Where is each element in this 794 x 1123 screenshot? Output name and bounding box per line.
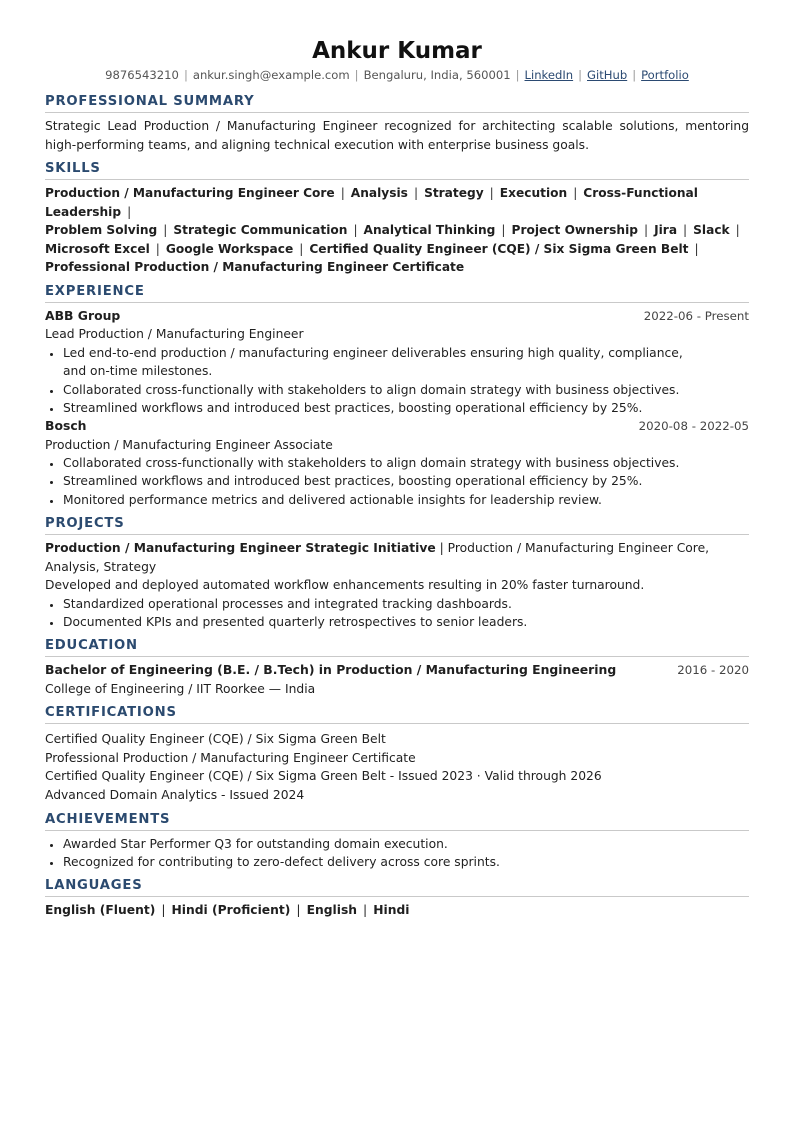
skill-item: Professional Production / Manufacturing Engineer Certificate [45,260,465,275]
skill-item: Strategic Communication [173,223,348,238]
contact-line [45,67,749,84]
github-link[interactable]: GitHub [587,68,628,82]
skill-item: Analysis [350,186,408,200]
company-name: Bosch [45,418,87,434]
separator: | [632,68,637,82]
certification-item: Certified Quality Engineer (CQE) / Six Sigma Green Belt - Issued 2023 · Valid through 2026 [45,769,602,784]
separator: | [183,68,188,82]
separator: | [515,68,520,82]
section-title-achievements: ACHIEVEMENTS [45,811,749,831]
education-dates: 2016 - 2020 [677,663,749,678]
certification-item: Certified Quality Engineer (CQE) / Six Sigma Green Belt [45,732,386,747]
job-title: Production / Manufacturing Engineer Associate [45,437,333,452]
language-item: English (Fluent) [45,903,156,918]
skill-item: Slack [693,223,730,238]
skill-item: Strategy [424,186,484,200]
certification-item: Advanced Domain Analytics - Issued 2024 [45,787,305,802]
job-title: Lead Production / Manufacturing Engineer [45,327,304,342]
list-item: • Collaborated cross-functionally with stakeholders to align domain strategy with business objectives. [63,381,749,399]
phone-number: 9876543210 [105,68,179,82]
skills-list: Production / Manufacturing Engineer Core | Analysis | Strategy | Execution | Cross-Functional Leadership | Problem Solving | Strategic Communication | Analytical Thinking | Project Ownership | Jira | Slack | Microsoft Excel | Google Workspace | Certified Quality Engineer (CQE) / Six Sigma Green Belt | Professional Production / Manufacturing Engineer Certificate [45,186,740,275]
candidate-name: Ankur Kumar [312,38,482,64]
list-item: • Recognized for contributing to zero-defect delivery across core sprints. [63,853,749,871]
section-title-education: EDUCATION [45,637,749,657]
section-title-skills: SKILLS [45,160,749,180]
school-name: College of Engineering / IIT Roorkee — India [45,681,316,696]
skill-item: Cross-Functional Leadership [45,186,698,219]
list-item: • Streamlined workflows and introduced best practices, boosting operational efficiency by 25%. [63,472,749,490]
project-bullets [45,595,749,632]
section-title-certifications: CERTIFICATIONS [45,704,749,724]
skill-item: Production / Manufacturing Engineer Core [45,186,335,200]
degree-name: Bachelor of Engineering (B.E. / B.Tech) in Production / Manufacturing Engineering [45,662,617,678]
project-heading [45,539,749,576]
location: Bengaluru, India, 560001 [363,68,511,82]
language-item: English [306,903,358,918]
education-entry [45,661,749,698]
experience-bullets [45,454,749,509]
project-entry [45,539,749,631]
skill-item: Jira [654,223,678,238]
section-title-experience: EXPERIENCE [45,283,749,303]
employment-dates: 2020-08 - 2022-05 [638,419,749,434]
employment-dates: 2022-06 - Present [643,308,749,323]
experience-entry [45,417,749,509]
email-address: ankur.singh@example.com [192,68,350,82]
experience-bullets [45,344,749,417]
skill-item: Problem Solving [45,223,158,238]
project-name: Production / Manufacturing Engineer Strategic Initiative [45,541,436,556]
skill-item: Google Workspace [165,241,294,256]
section-title-projects: PROJECTS [45,515,749,535]
list-item: • Awarded Star Performer Q3 for outstanding domain execution. [63,835,749,853]
project-description: Developed and deployed automated workflow enhancements resulting in 20% faster turnaround. [45,578,645,593]
summary-text: Strategic Lead Production / Manufacturing Engineer recognized for architecting scalable solutions, mentoring high-performing teams, and aligning technical execution with enterprise business goals. [45,119,749,152]
linkedin-link[interactable]: LinkedIn [524,68,574,82]
experience-entry [45,307,749,417]
skill-item: Execution [499,186,568,200]
skill-item: Microsoft Excel [45,241,150,256]
language-item: Hindi (Proficient) [171,903,291,918]
resume-page [45,36,749,920]
list-item: • Collaborated cross-functionally with stakeholders to align domain strategy with business objectives. [63,454,749,472]
list-item: • Documented KPIs and presented quarterly retrospectives to senior leaders. [63,613,749,631]
list-item: • Monitored performance metrics and delivered actionable insights for leadership review. [63,491,749,509]
skill-item: Project Ownership [511,223,638,238]
languages-list: English (Fluent) | Hindi (Proficient) | English | Hindi [45,903,410,918]
certification-item: Professional Production / Manufacturing Engineer Certificate [45,750,416,765]
list-item: • Led end-to-end production / manufacturing engineer deliverables ensuring high quality, compliance, and on-time milestones. [63,344,749,381]
achievements-list [45,835,749,872]
section-title-summary: PROFESSIONAL SUMMARY [45,93,749,113]
certifications-list [45,730,749,804]
list-item: • Standardized operational processes and integrated tracking dashboards. [63,595,749,613]
separator: | [354,68,359,82]
company-name: ABB Group [45,307,121,323]
separator: | [578,68,583,82]
list-item: • Streamlined workflows and introduced best practices, boosting operational efficiency by 25%. [63,399,749,417]
portfolio-link[interactable]: Portfolio [641,68,689,82]
skill-item: Analytical Thinking [363,223,496,238]
project-tech: | Production / Manufacturing Engineer Core, Analysis, Strategy [45,541,710,574]
skill-item: Certified Quality Engineer (CQE) / Six Sigma Green Belt [309,241,689,256]
section-title-languages: LANGUAGES [45,877,749,897]
language-item: Hindi [373,903,410,918]
